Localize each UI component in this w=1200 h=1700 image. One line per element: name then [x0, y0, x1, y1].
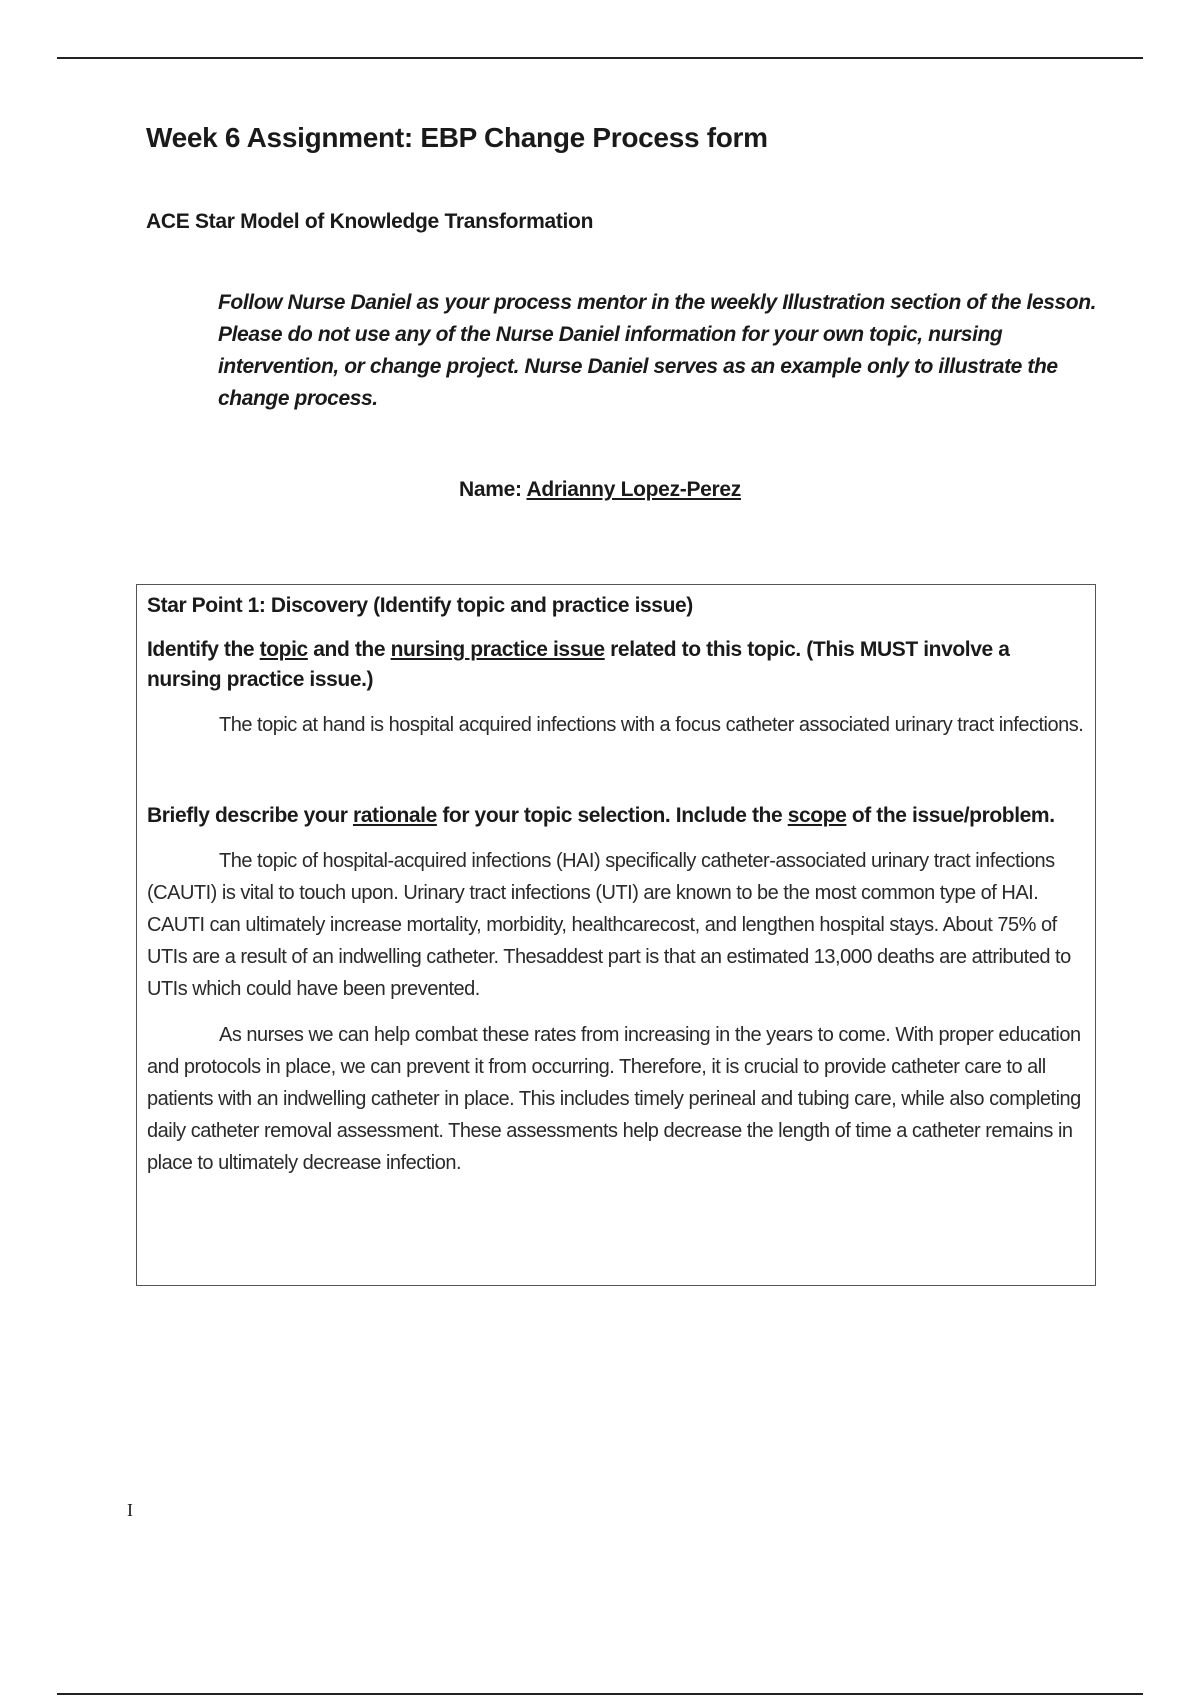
answer-rationale-paragraph-2: As nurses we can help combat these rates from increasing in the years to come. With proper education and protocols in place, we can prevent it from occurring. Therefore, it is crucial to provide catheter care to all patients with an indwelling catheter in place. This includes timely perineal and tubing care, while also completing daily catheter removal assessment. These assessments help decrease the length of time a catheter remains in place to ultimately decrease infection. — [147, 1024, 1081, 1174]
question-scope-word: scope — [787, 804, 847, 827]
bottom-rule — [57, 1693, 1143, 1695]
question-rationale-part1: Briefly describe your — [147, 804, 348, 827]
question-topic-part1: Identify the — [147, 638, 255, 661]
question-rationale-part2: for your topic selection. Include the — [442, 804, 783, 827]
name-value: Adrianny Lopez-Perez — [526, 478, 741, 501]
document-subtitle: ACE Star Model of Knowledge Transformation — [146, 210, 594, 233]
name-label: Name: — [458, 478, 522, 501]
question-topic-part2: and the — [313, 638, 386, 661]
star-point-1-box — [136, 584, 1096, 1286]
name-line — [0, 478, 1200, 502]
question-topic — [147, 635, 1085, 695]
question-topic-word: topic — [259, 638, 308, 661]
section-heading: Star Point 1: Discovery (Identify topic and practice issue) — [147, 594, 693, 617]
question-rationale — [147, 801, 1085, 831]
page-marker: I — [127, 1500, 133, 1520]
answer-rationale-paragraph-1: The topic of hospital-acquired infections (HAI) specifically catheter-associated urinary tract infections (CAUTI) is vital to touch upon. Urinary tract infections (UTI) are known to be the most common type of HAI. CAUTI can ultimately increase mortality, morbidity, healthcarecost, and lengthen hospital stays. About 75% of UTIs are a result of an indwelling catheter. Thesaddest part is that an estimated 13,000 deaths are attributed to UTIs which could have been prevented. — [147, 850, 1071, 1000]
top-rule — [57, 57, 1143, 59]
document-title: Week 6 Assignment: EBP Change Process form — [146, 122, 768, 153]
answer-topic: The topic at hand is hospital acquired infections with a focus catheter associated urinary tract infections. — [219, 714, 1084, 736]
question-rationale-part3: of the issue/problem. — [851, 804, 1055, 827]
question-rationale-word: rationale — [352, 804, 437, 827]
instruction-text: Follow Nurse Daniel as your process mentor in the weekly Illustration section of the lesson. Please do not use any of the Nurse Daniel information for your own topic, nursing intervention, or change project. Nurse Daniel serves as an example only to illustrate the change process. — [218, 291, 1097, 410]
question-topic-part3: related to this topic. (This MUST involve a nursing practice issue.) — [147, 638, 1010, 691]
question-issue-words: nursing practice issue — [390, 638, 605, 661]
